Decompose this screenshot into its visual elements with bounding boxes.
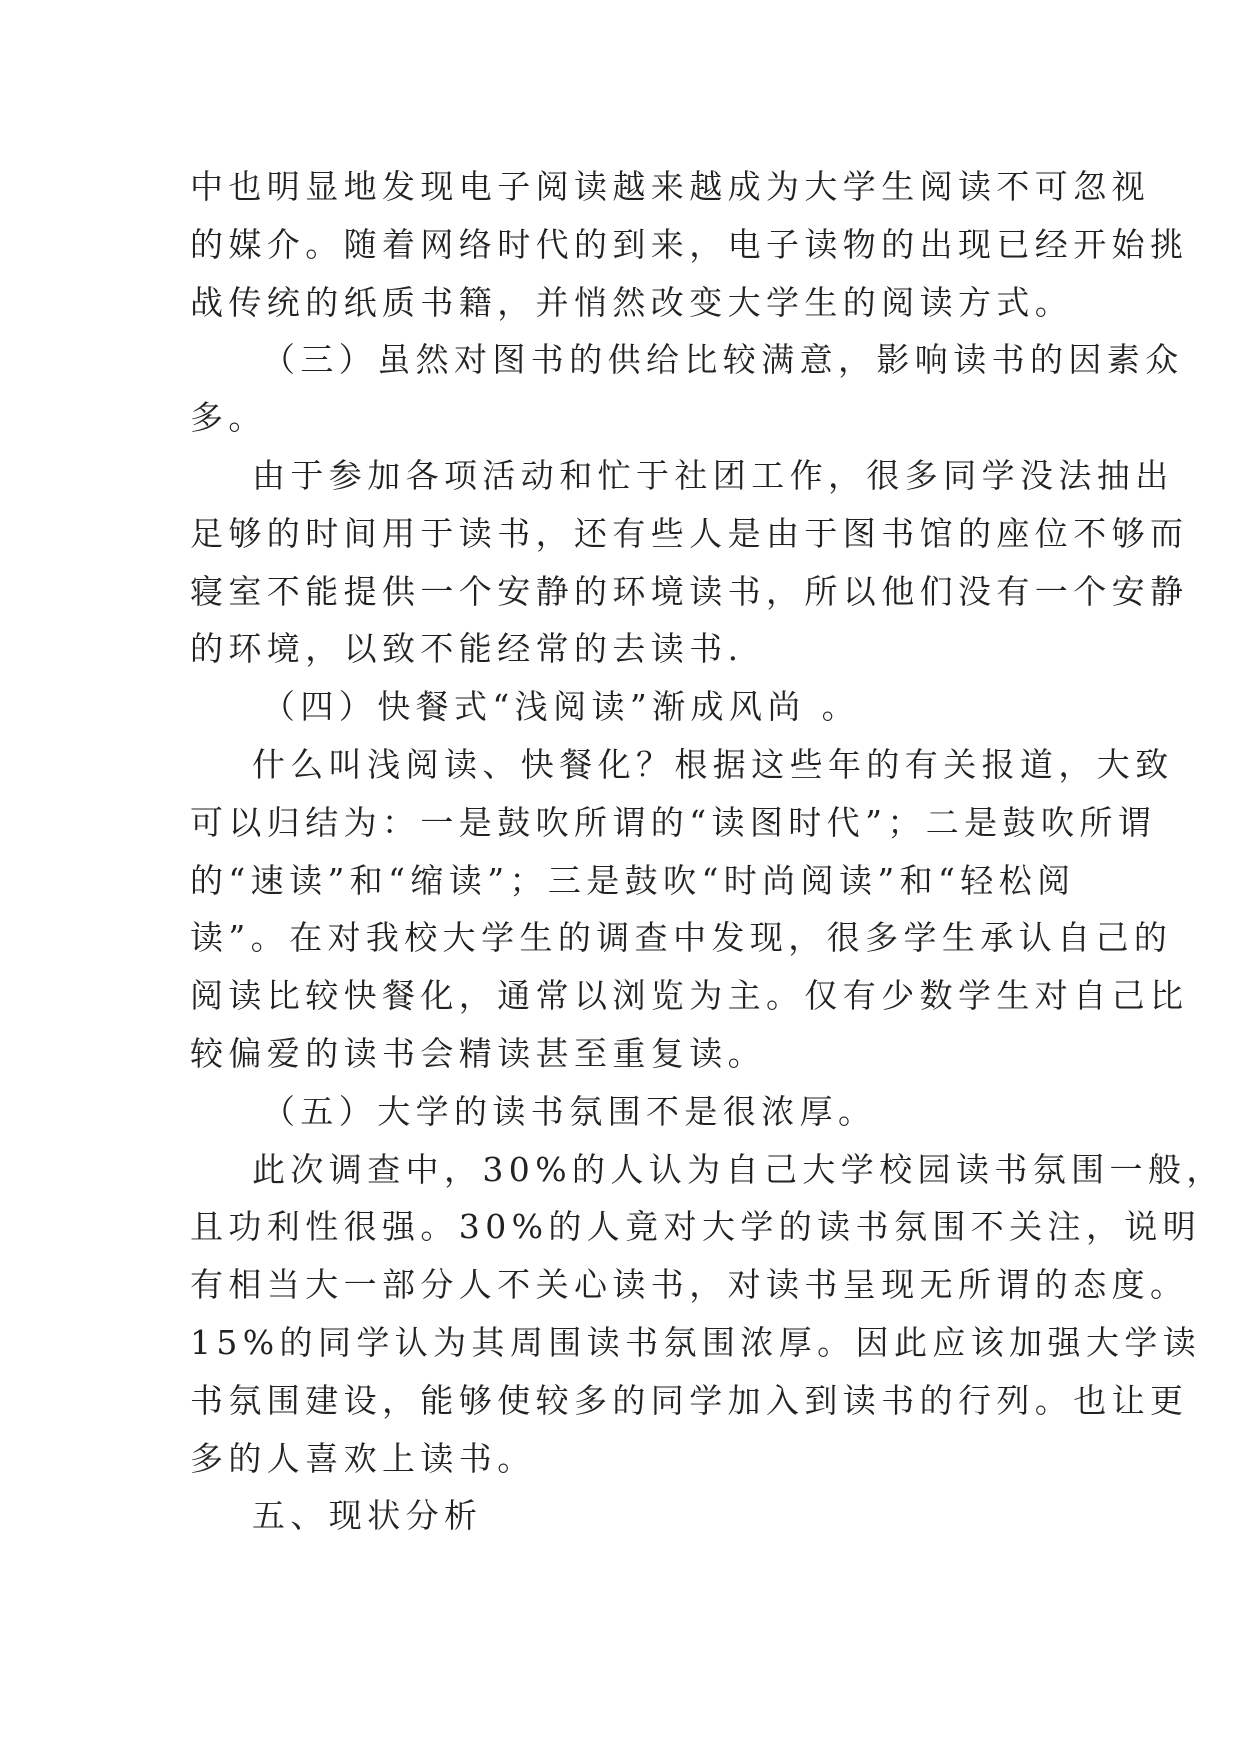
text-line: 的“速读”和“缩读”；三是鼓吹“时尚阅读”和“轻松阅 — [190, 860, 1076, 900]
text-line: 此次调查中，30%的人认为自己大学校园读书氛围一般， — [252, 1149, 1225, 1189]
text-line: 且功利性很强。30%的人竟对大学的读书氛围不关注，说明 — [190, 1207, 1202, 1247]
text-line: 战传统的纸质书籍，并悄然改变大学生的阅读方式。 — [190, 282, 1074, 322]
text-line: 五、现状分析 — [252, 1496, 483, 1536]
text-line: 阅读比较快餐化，通常以浏览为主。仅有少数学生对自己比 — [190, 976, 1189, 1016]
text-line: 中也明显地发现电子阅读越来越成为大学生阅读不可忽视 — [190, 167, 1150, 206]
text-line: 的环境，以致不能经常的去读书. — [190, 629, 744, 669]
section-heading-line: （四）快餐式“浅阅读”渐成风尚 。 — [262, 687, 861, 727]
text-line: 读”。在对我校大学生的调查中发现，很多学生承认自己的 — [190, 918, 1173, 958]
text-line: 什么叫浅阅读、快餐化？根据这些年的有关报道，大致 — [252, 744, 1174, 784]
text-line: 较偏爱的读书会精读甚至重复读。 — [190, 1033, 766, 1073]
section-heading-line: （三）虽然对图书的供给比较满意，影响读书的因素众 — [262, 340, 1184, 380]
section-heading-line: （五）大学的读书氛围不是很浓厚。 — [262, 1091, 877, 1131]
text-line: 书氛围建设，能够使较多的同学加入到读书的行列。也让更 — [190, 1380, 1189, 1420]
text-line: 可以归结为：一是鼓吹所谓的“读图时代”；二是鼓吹所谓 — [190, 802, 1157, 842]
text-line: 的媒介。随着网络时代的到来，电子读物的出现已经开始挑 — [190, 224, 1189, 264]
text-line: 由于参加各项活动和忙于社团工作，很多同学没法抽出 — [252, 455, 1174, 495]
text-line: 足够的时间用于读书，还有些人是由于图书馆的座位不够而 — [190, 513, 1189, 553]
text-line: 15%的同学认为其周围读书氛围浓厚。因此应该加强大学读 — [190, 1322, 1202, 1362]
text-line: 有相当大一部分人不关心读书，对读书呈现无所谓的态度。 — [190, 1265, 1189, 1305]
text-line: 多的人喜欢上读书。 — [190, 1438, 536, 1478]
text-line: 多。 — [190, 398, 267, 438]
document-body — [190, 158, 1225, 1545]
text-line: 寝室不能提供一个安静的环境读书，所以他们没有一个安静 — [190, 571, 1189, 611]
